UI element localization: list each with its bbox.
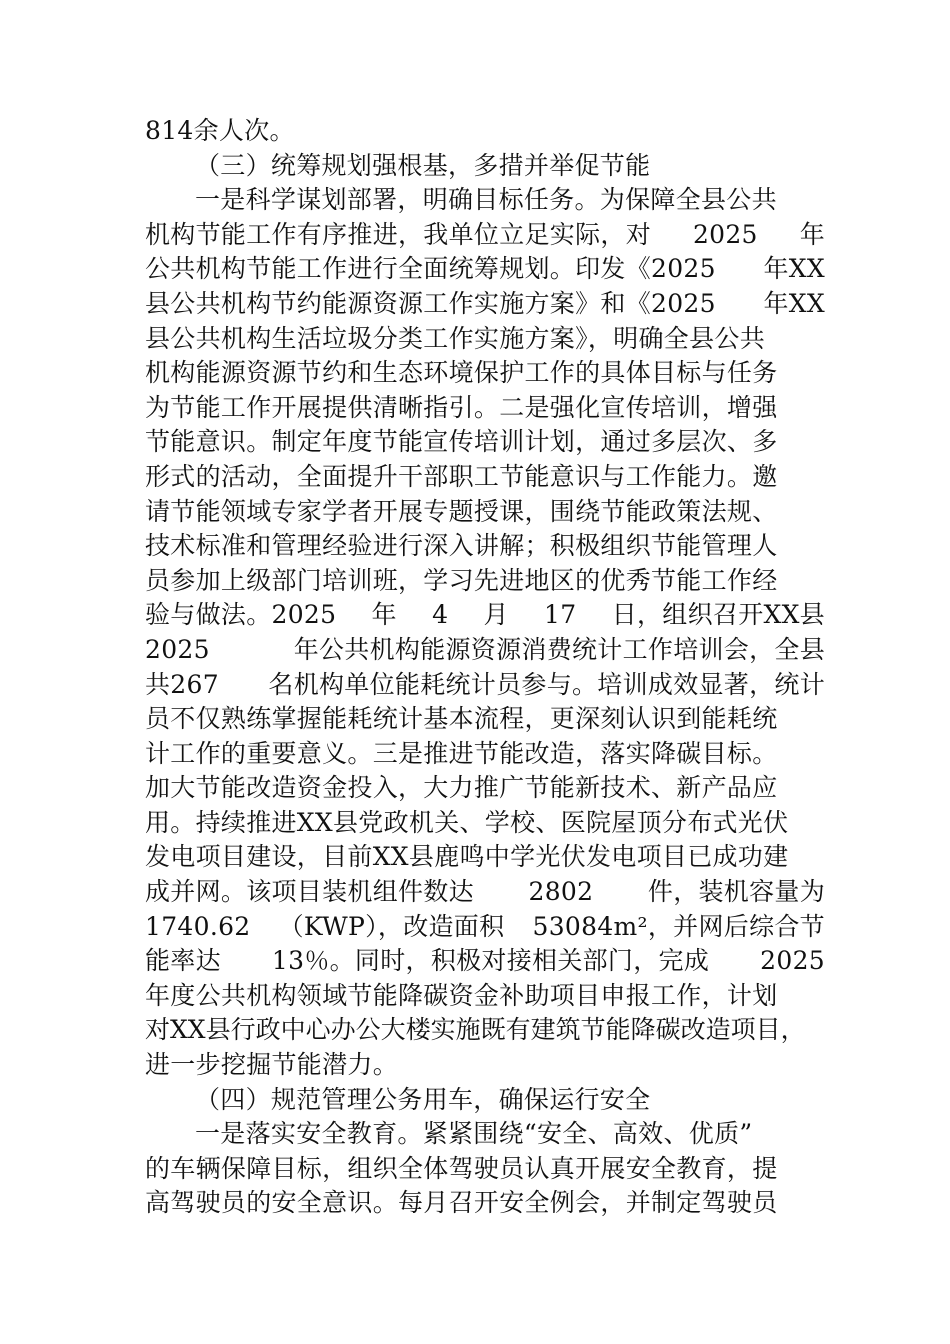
text-segment: 2025 [760,946,825,976]
text-line: 一是科学谋划部署，明确目标任务。为保障全县公共 [195,185,777,215]
text-line: 为节能工作开展提供清晰指引。二是强化宣传培训，增强 [145,392,778,422]
text-line: 技术标准和管理经验进行深入讲解；积极组织节能管理人 [145,531,778,561]
text-line: 形式的活动，全面提升干部职工节能意识与工作能力。邀 [145,461,778,491]
text-segment: 年 [799,219,825,249]
text-line [145,633,825,668]
text-line: 县公共机构生活垃圾分类工作实施方案》，明确全县公共 [145,323,766,353]
text-segment: 日，组织召开XX县 [611,600,825,630]
text-segment: 2025 [145,634,210,664]
text-segment: 年XX [763,254,825,284]
text-line: 的车辆保障目标，组织全体驾驶员认真开展安全教育，提 [145,1153,778,1183]
text-line: 员参加上级部门培训班，学习先进地区的优秀节能工作经 [145,565,778,595]
section-heading-4: （四）规范管理公务用车，确保运行安全 [195,1084,651,1114]
text-line [145,668,825,703]
text-line [145,598,825,633]
document-body [145,114,825,1221]
text-line: 员不仅熟练掌握能耗统计基本流程，更深刻认识到能耗统 [145,704,778,734]
text-segment: 公共机构节能工作进行全面统筹规划。印发《2025 [145,254,716,284]
text-segment: 名机构单位能耗统计员参与。培训成效显著，统计 [268,669,825,699]
text-line: 发电项目建设，目前XX县鹿鸣中学光伏发电项目已成功建 [145,842,789,872]
text-line: 用。持续推进XX县党政机关、学校、医院屋顶分布式光伏 [145,807,789,837]
text-line: 机构能源资源节约和生态环境保护工作的具体目标与任务 [145,358,778,388]
text-line: 加大节能改造资金投入，大力推广节能新技术、新产品应 [145,773,778,803]
text-segment: 1740.62 [145,911,251,941]
text-line [145,218,825,253]
text-segment: 4 [432,600,449,630]
text-segment: 成并网。该项目装机组件数达 [145,877,474,907]
text-line [145,910,825,945]
text-line: 对XX县行政中心办公大楼实施既有建筑节能降碳改造项目， [145,1015,806,1045]
text-segment: 验与做法。2025 [145,600,337,630]
text-segment: 2025 [692,219,758,249]
text-segment: 2802 [528,877,594,907]
text-segment: 13％。同时，积极对接相关部门，完成 [271,946,710,976]
text-segment: 年 [371,600,397,630]
text-segment: 能率达 [145,946,221,976]
text-line: 814余人次。 [145,116,295,145]
text-segment: 县公共机构节约能源资源工作实施方案》和《2025 [145,288,716,318]
text-segment: （KWP），改造面积 [278,911,505,941]
text-line: 计工作的重要意义。三是推进节能改造，落实降碳目标。 [145,738,778,768]
text-line: 年度公共机构领域节能降碳资金补助项目申报工作，计划 [145,980,778,1010]
text-line [145,875,825,910]
text-line: 节能意识。制定年度节能宣传培训计划，通过多层次、多 [145,427,778,457]
section-heading-3: （三）统筹规划强根基，多措并举促节能 [195,150,651,180]
text-line: 一是落实安全教育。紧紧围绕“安全、高效、优质” [195,1119,753,1149]
text-segment: 件，装机容量为 [647,877,825,907]
text-segment: 年XX [763,288,825,318]
text-line: 进一步挖掘节能潜力。 [145,1050,399,1080]
text-line [145,287,825,322]
text-line [145,944,825,979]
text-line: 高驾驶员的安全意识。每月召开安全例会，并制定驾驶员 [145,1188,778,1218]
text-line [145,252,825,287]
text-line: 请节能领域专家学者开展专题授课，围绕节能政策法规、 [145,496,778,526]
text-segment: 年公共机构能源资源消费统计工作培训会，全县 [293,634,825,664]
text-segment: 共267 [145,669,219,699]
text-segment: 53084m²，并网后综合节 [532,911,825,941]
text-segment: 月 [483,600,509,630]
text-segment: 机构节能工作有序推进，我单位立足实际，对 [145,219,652,249]
text-segment: 17 [544,600,577,630]
